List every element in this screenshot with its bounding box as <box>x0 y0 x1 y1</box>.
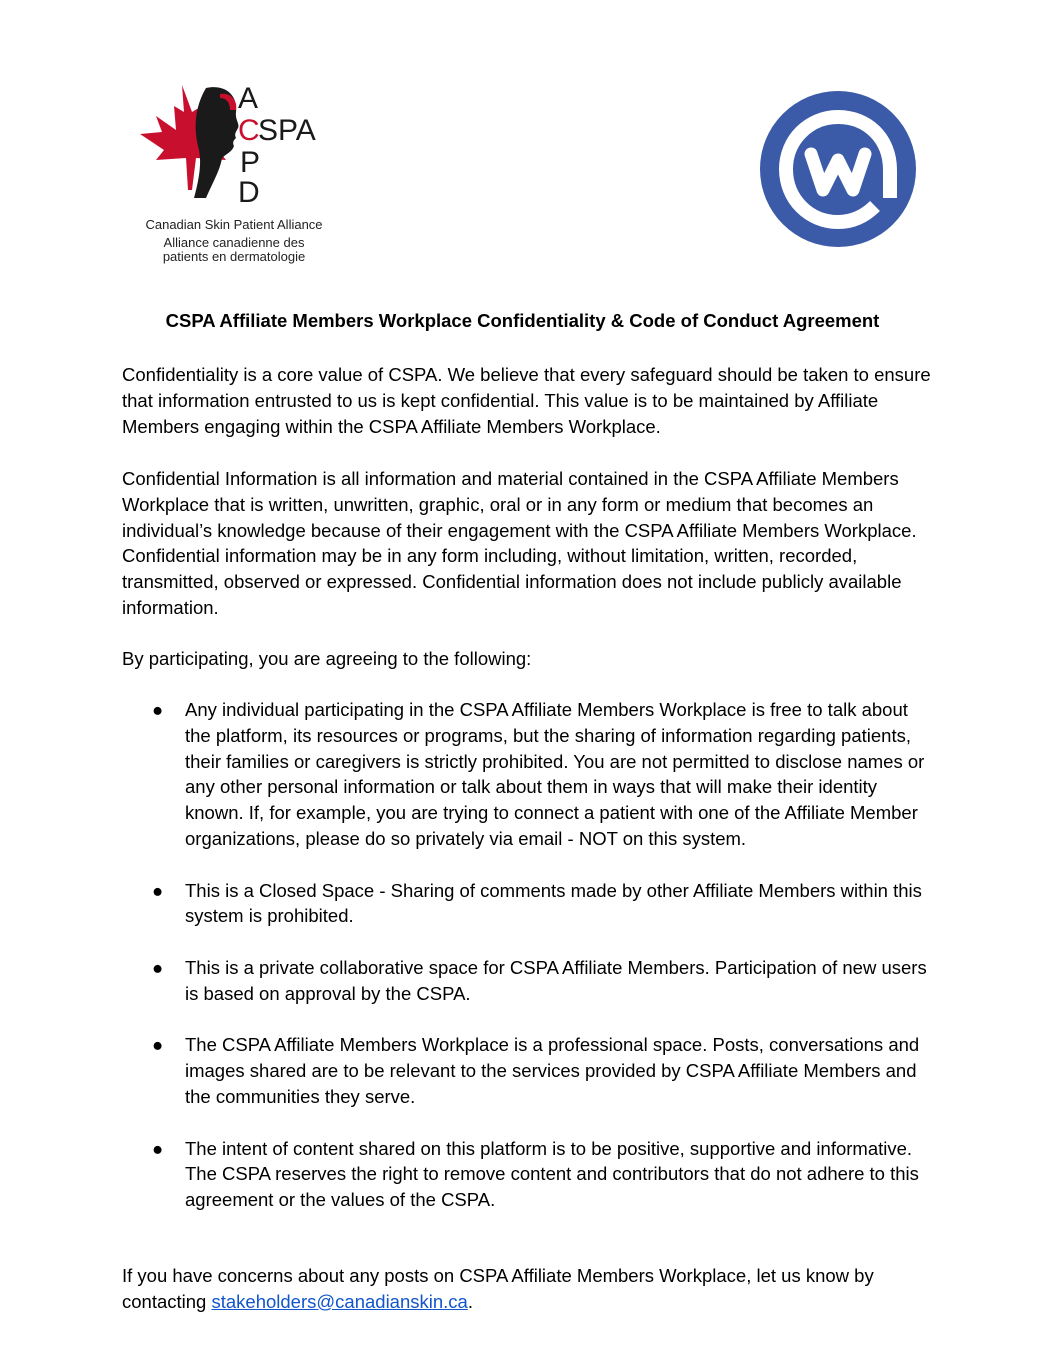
logo-letter-d: D <box>238 176 260 209</box>
list-item <box>122 955 932 1007</box>
logo-letter-p: P <box>240 146 261 179</box>
email-link[interactable]: stakeholders@canadianskin.ca <box>211 1290 468 1312</box>
bullet-icon: ● <box>152 1034 164 1056</box>
paragraph-definition: Confidential Information is all information and material contained in the CSPA Affiliate Members Workplace that is written, unwritten, graphic, oral or in any form or medium that becomes an individual’s knowledge because of their engagement with the CSPA Affiliate Members Workplace. Confidential information may be in any form including, without limitation, written, recorded, transmitted, observed or expressed. Confidential information does not include publicly available information. <box>122 468 917 618</box>
list-item <box>122 1136 932 1213</box>
cspa-logo <box>134 80 334 270</box>
logo-caption-en: Canadian Skin Patient Alliance <box>145 217 323 232</box>
bullet-icon: ● <box>152 1137 164 1159</box>
list-item <box>122 1032 932 1109</box>
list-item <box>122 878 932 930</box>
logo-letters-spa: SPA <box>258 114 316 147</box>
paragraph-agreement-intro: By participating, you are agreeing to the following: <box>122 648 532 669</box>
logo-letter-c: C <box>238 114 260 147</box>
list-item-text: This is a private collaborative space for CSPA Affiliate Members. Participation of new users is based on approval by the CSPA. <box>185 956 927 1004</box>
workplace-logo <box>759 90 917 248</box>
bullet-icon: ● <box>152 879 164 901</box>
document-title: CSPA Affiliate Members Workplace Confidentiality & Code of Conduct Agreement <box>165 310 880 331</box>
bullet-icon: ● <box>152 699 164 720</box>
logo-caption-fr-1: Alliance canadienne des <box>163 235 305 250</box>
contact-end: . <box>467 1290 473 1312</box>
list-item-text: The CSPA Affiliate Members Workplace is a professional space. Posts, conversations and images shared are to be relevant to the services provided by CSPA Affiliate Members and the communities they serve. <box>185 1034 920 1107</box>
logo-letter-a: A <box>238 82 259 115</box>
agreement-list <box>122 697 932 1239</box>
list-item-text: This is a Closed Space - Sharing of comments made by other Affiliate Members within this system is prohibited. <box>185 879 922 927</box>
list-item-text: Any individual participating in the CSPA Affiliate Members Workplace is free to talk about the platform, its resources or programs, but the sharing of information regarding patients, their families or caregivers is strictly prohibited. You are not permitted to disclose names or any other personal information or talk about them in ways that will make their identity known. If, for example, you are trying to connect a patient with one of the Affiliate Member organizations, please do so privately via email - NOT on this system. <box>185 699 925 849</box>
list-item <box>122 697 932 852</box>
list-item-text: The intent of content shared on this platform is to be positive, supportive and informative. The CSPA reserves the right to remove content and contributors that do not adhere to this agreement or the values of the CSPA. <box>185 1137 919 1211</box>
contact-text: If you have concerns about any posts on CSPA Affiliate Members Workplace, let us know by contacting <box>122 1265 874 1312</box>
logo-caption-fr-2: patients en dermatologie <box>162 249 306 264</box>
maple-leaf-face-icon <box>134 80 334 215</box>
bullet-icon: ● <box>152 956 164 978</box>
paragraph-confidentiality: Confidentiality is a core value of CSPA. We believe that every safeguard should be taken to ensure that information entrusted to us is kept confidential. This value is to be maintained by Affiliate Members engaging within the CSPA Affiliate Members Workplace. <box>122 364 931 437</box>
paragraph-contact <box>122 1263 932 1315</box>
workplace-icon <box>759 90 917 248</box>
